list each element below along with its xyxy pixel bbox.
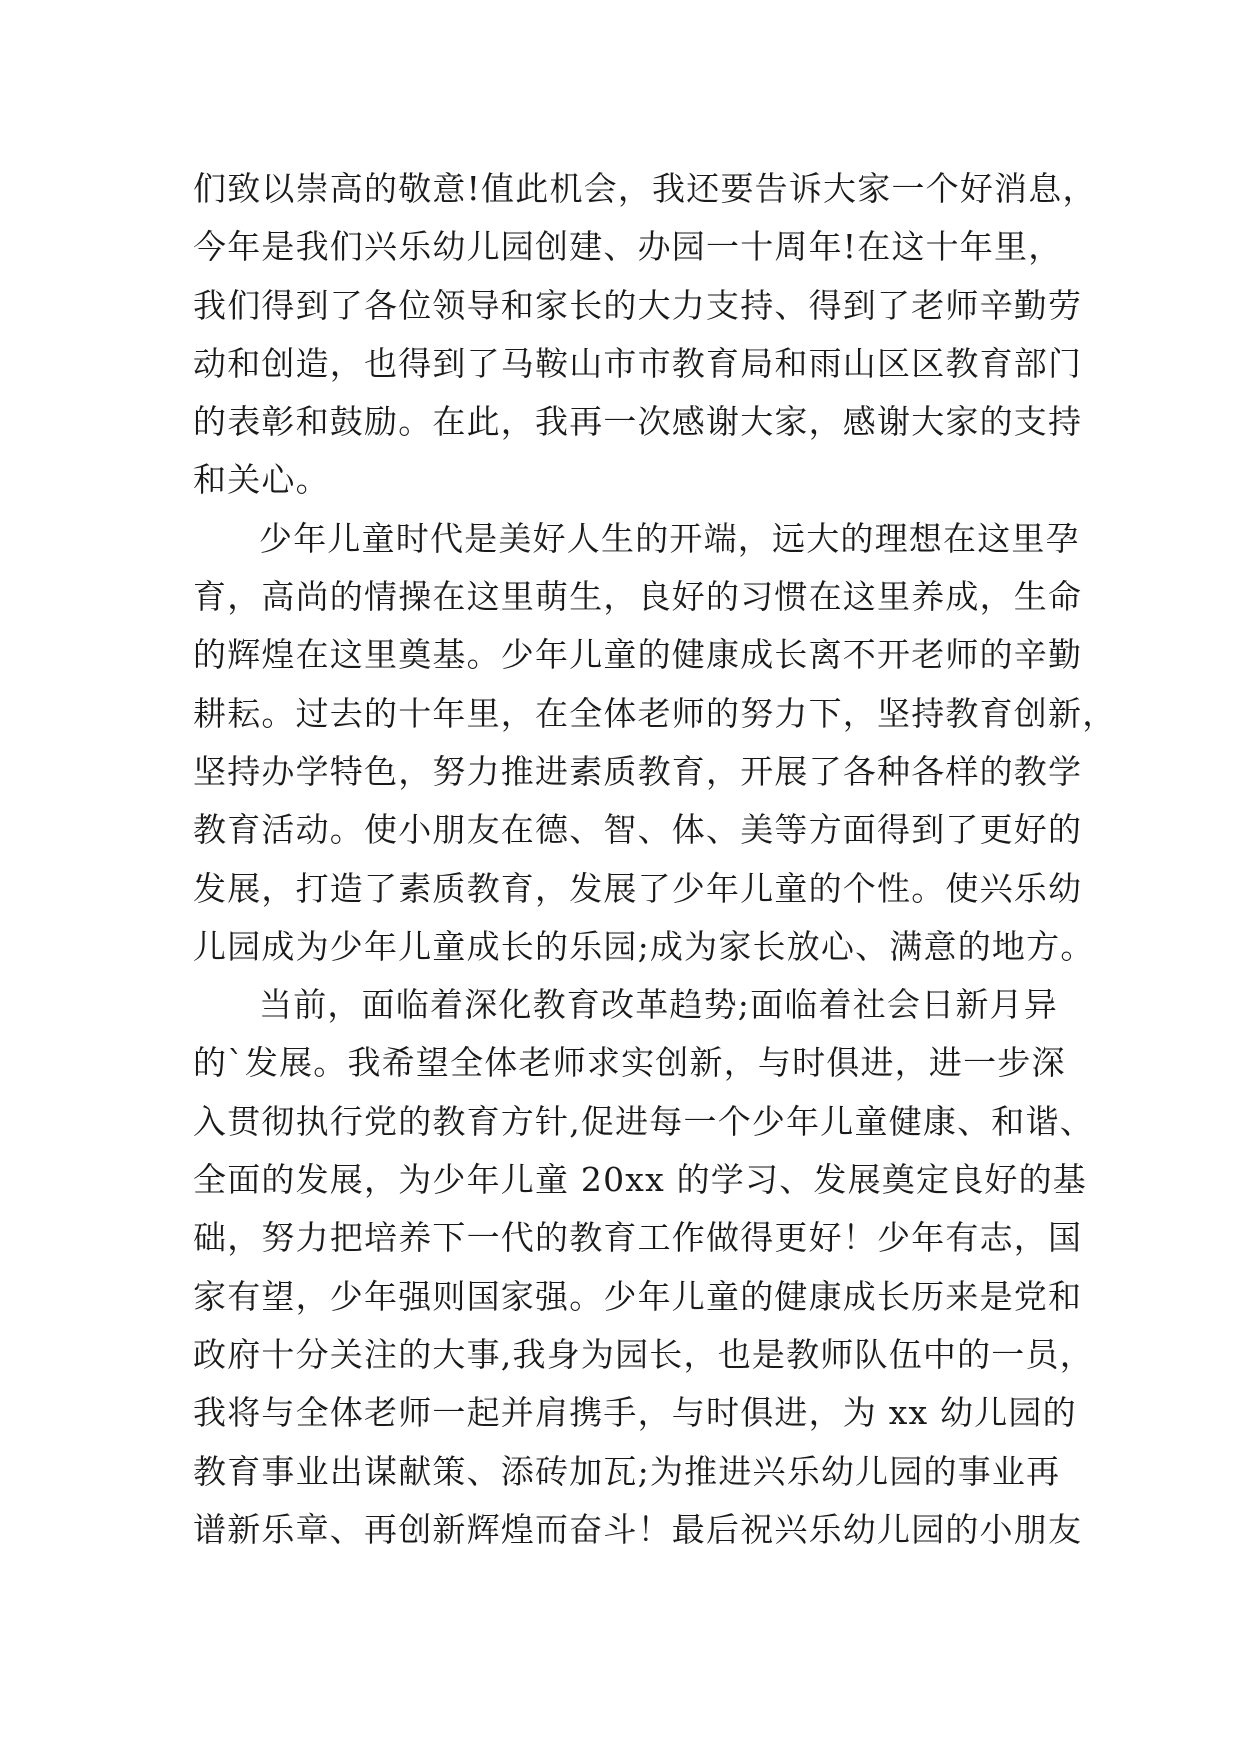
text-line: 少年儿童时代是美好人生的开端，远大的理想在这里孕 xyxy=(259,518,1080,558)
text-line: 谱新乐章、再创新辉煌而奋斗！最后祝兴乐幼儿园的小朋友 xyxy=(193,1509,1083,1549)
text-line: 育，高尚的情操在这里萌生，良好的习惯在这里养成，生命 xyxy=(193,577,1083,617)
text-line: 我们得到了各位领导和家长的大力支持、得到了老师辛勤劳 xyxy=(193,285,1083,325)
text-line: 动和创造，也得到了马鞍山市市教育局和雨山区区教育部门 xyxy=(193,343,1083,383)
text-line: 入贯彻执行党的教育方针,促进每一个少年儿童健康、和谐、 xyxy=(193,1101,1094,1141)
text-line: 儿园成为少年儿童成长的乐园;成为家长放心、满意的地方。 xyxy=(193,926,1095,966)
text-line: 我将与全体老师一起并肩携手，与时俱进，为 xx 幼儿园的 xyxy=(193,1393,1077,1433)
text-line: 全面的发展，为少年儿童 20xx 的学习、发展奠定良好的基 xyxy=(193,1160,1087,1200)
text-line: 今年是我们兴乐幼儿园创建、办园一十周年!在这十年里， xyxy=(193,227,1063,267)
text-line: 们致以崇高的敬意!值此机会，我还要告诉大家一个好消息， xyxy=(193,169,1097,208)
text-line: 当前，面临着深化教育改革趋势;面临着社会日新月异 xyxy=(259,985,1058,1025)
text-line: 的辉煌在这里奠基。少年儿童的健康成长离不开老师的辛勤 xyxy=(193,635,1083,675)
text-line: 础，努力把培养下一代的教育工作做得更好！少年有志，国 xyxy=(193,1218,1083,1258)
text-line: 政府十分关注的大事,我身为园长，也是教师队伍中的一员， xyxy=(193,1334,1094,1374)
text-line: 教育活动。使小朋友在德、智、体、美等方面得到了更好的 xyxy=(193,810,1083,850)
text-line: 坚持办学特色，努力推进素质教育，开展了各种各样的教学 xyxy=(193,751,1083,791)
document-body xyxy=(193,160,1117,1559)
text-line: 的表彰和鼓励。在此，我再一次感谢大家，感谢大家的支持 xyxy=(193,402,1083,442)
text-line: 耕耘。过去的十年里，在全体老师的努力下，坚持教育创新， xyxy=(193,693,1117,733)
text-line: 教育事业出谋献策、添砖加瓦;为推进兴乐幼儿园的事业再 xyxy=(193,1451,1061,1491)
text-line: 和关心。 xyxy=(193,460,330,500)
text-line: 发展，打造了素质教育，发展了少年儿童的个性。使兴乐幼 xyxy=(193,868,1083,908)
text-line: 的`发展。我希望全体老师求实创新，与时俱进，进一步深 xyxy=(193,1043,1066,1083)
text-line: 家有望，少年强则国家强。少年儿童的健康成长历来是党和 xyxy=(193,1276,1083,1316)
